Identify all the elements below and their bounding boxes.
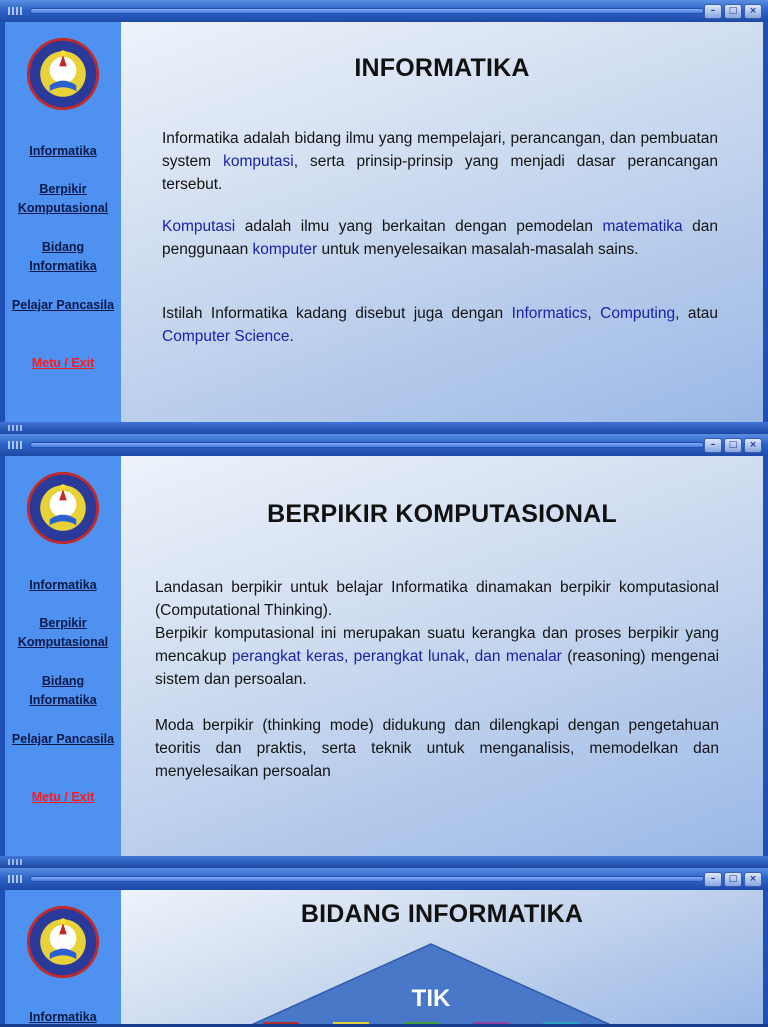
paragraph-text: , [587, 305, 601, 322]
maximize-icon[interactable]: □ [724, 872, 742, 887]
paragraph-text: , atau [675, 305, 718, 322]
slide-content [121, 456, 763, 856]
highlighted-term: komputasi [223, 153, 294, 170]
highlighted-term: Computing [600, 305, 676, 322]
close-icon[interactable]: × [744, 438, 762, 453]
window-border-right [763, 22, 768, 422]
grip-icon [8, 7, 22, 15]
paragraph-text: untuk menyelesaikan masalah-masalah sains. [317, 241, 639, 258]
window-bottom-bar [0, 422, 768, 434]
nav-link-informatika[interactable]: Informatika [29, 144, 97, 158]
slide-title: BIDANG INFORMATIKA [300, 900, 584, 928]
pyramid-label: TIK [411, 985, 451, 1012]
grip-icon [8, 875, 22, 883]
window-title-bar[interactable] [0, 868, 768, 891]
slide-title: BERPIKIR KOMPUTASIONAL [267, 500, 617, 528]
highlighted-term: Computer Science [162, 328, 290, 345]
paragraph-text: Landasan berpikir untuk belajar Informatika dinamakan berpikir komputasional (Computational Thinking). [155, 579, 719, 619]
highlighted-term: perangkat keras, perangkat lunak, dan menalar [231, 648, 562, 665]
nav-link-bidang-informatika[interactable]: Bidang Informatika [29, 674, 97, 707]
close-icon[interactable]: × [744, 872, 762, 887]
nav-link-pelajar-pancasila[interactable]: Pelajar Pancasila [11, 298, 115, 312]
paragraph [162, 127, 718, 196]
window-controls [704, 872, 762, 887]
highlighted-term: Komputasi [162, 218, 236, 235]
slide-content [121, 890, 763, 1024]
paragraph-text: dan penggunaan [162, 218, 719, 258]
grip-icon [8, 859, 22, 865]
window-border-right [763, 456, 768, 856]
minimize-icon[interactable]: – [704, 4, 722, 19]
paragraph-text: (reasoning) mengenai sistem dan persoalan. [155, 648, 720, 688]
nav-link-berpikir-komputasional[interactable]: Berpikir Komputasional [17, 182, 109, 215]
nav-link-pelajar-pancasila[interactable]: Pelajar Pancasila [11, 732, 115, 746]
paragraph-text: Istilah Informatika kadang disebut juga dengan [162, 305, 512, 322]
paragraph-text: Moda berpikir (thinking mode) didukung dan dilengkapi dengan pengetahuan teoritis dan praktis, serta teknik untuk menganalisis, memodelkan dan menyelesaikan persoalan [155, 717, 719, 780]
paragraph [155, 714, 719, 783]
scroll-bar[interactable] [30, 442, 704, 448]
slide-informatika [0, 0, 768, 434]
school-logo [25, 36, 101, 112]
paragraph-text: . [289, 328, 294, 345]
paragraph [155, 576, 719, 622]
close-icon[interactable]: × [744, 4, 762, 19]
pyramid-diagram [241, 942, 621, 1024]
highlighted-term: matematika [602, 218, 683, 235]
minimize-icon[interactable]: – [704, 872, 722, 887]
paragraph-text: Berpikir komputasional ini merupakan suatu kerangka dan proses berpikir yang mencakup [155, 625, 719, 665]
grip-icon [8, 425, 22, 431]
paragraph [162, 302, 718, 348]
maximize-icon[interactable]: □ [724, 438, 742, 453]
highlighted-term: komputer [252, 241, 318, 258]
sidebar [5, 22, 122, 422]
window-bottom-bar [0, 856, 768, 868]
scroll-bar[interactable] [30, 8, 704, 14]
nav-link-informatika[interactable]: Informatika [29, 1010, 97, 1024]
paragraph [162, 215, 718, 261]
nav-link-berpikir-komputasional[interactable]: Berpikir Komputasional [17, 616, 109, 649]
slide-content [121, 22, 763, 422]
school-logo [25, 470, 101, 546]
nav-link-exit[interactable]: Metu / Exit [31, 356, 95, 370]
highlighted-term: Informatics [511, 305, 588, 322]
minimize-icon[interactable]: – [704, 438, 722, 453]
window-title-bar[interactable] [0, 0, 768, 23]
slide-berpikir-komputasional [0, 434, 768, 868]
nav-link-informatika[interactable]: Informatika [29, 578, 97, 592]
maximize-icon[interactable]: □ [724, 4, 742, 19]
school-logo [25, 904, 101, 980]
paragraph [155, 622, 719, 691]
slide-title: INFORMATIKA [354, 54, 530, 82]
grip-icon [8, 441, 22, 449]
sidebar [5, 456, 122, 856]
window-controls [704, 438, 762, 453]
sidebar [5, 890, 122, 1024]
slide-bidang-informatika [0, 868, 768, 1024]
paragraph-text: Informatika adalah bidang ilmu yang mempelajari, perancangan, dan pembuatan system [162, 130, 718, 170]
nav-link-bidang-informatika[interactable]: Bidang Informatika [29, 240, 97, 273]
scroll-bar[interactable] [30, 876, 704, 882]
window-title-bar[interactable] [0, 434, 768, 457]
window-controls [704, 4, 762, 19]
paragraph-text: adalah ilmu yang berkaitan dengan pemodelan [235, 218, 603, 235]
paragraph-text: , serta prinsip-prinsip yang menjadi dasar perancangan tersebut. [162, 153, 718, 193]
pyramid-top [249, 944, 613, 1024]
window-border-right [763, 890, 768, 1024]
nav-link-exit[interactable]: Metu / Exit [31, 790, 95, 804]
